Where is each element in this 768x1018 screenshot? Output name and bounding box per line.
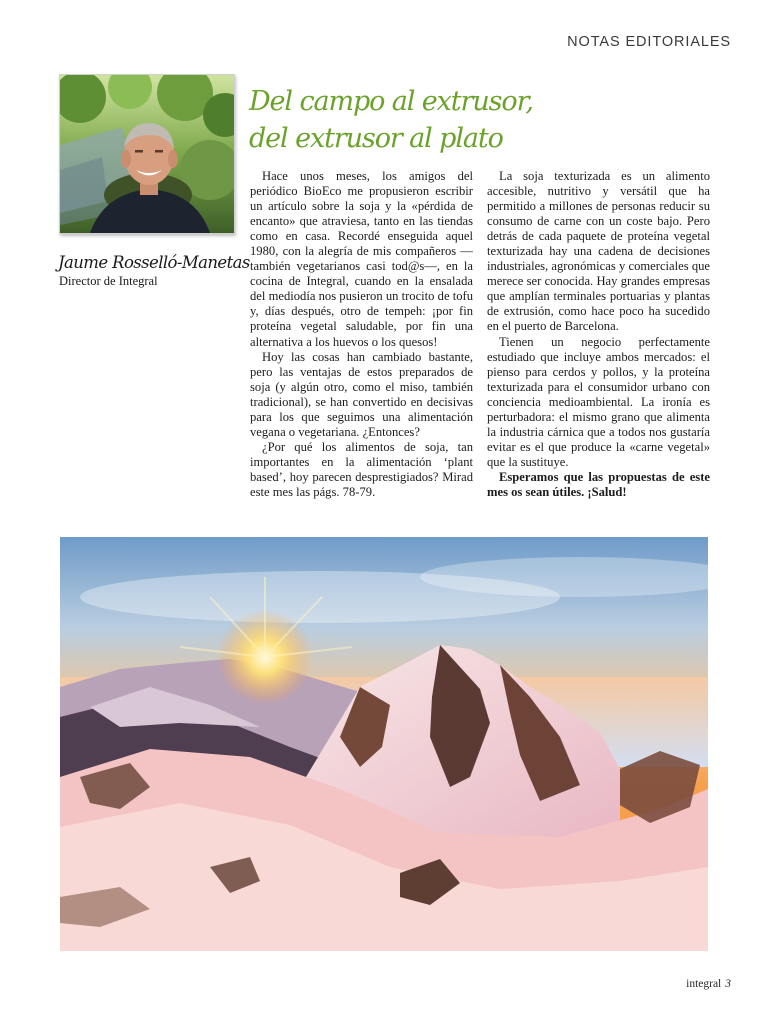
closing-paragraph: Esperamos que las propuestas de este mes os sean útiles. ¡Salud! [487, 469, 710, 499]
headline [249, 84, 669, 157]
paragraph: Hoy las cosas han cambiado bastante, pero las ventajas de estos preparados de soja (y algún otro, como el miso, también tradicional), se han convertido en decisivas para los que seguimos una alimentación vegana o vegetariana. ¿Entonces? [250, 349, 473, 439]
page-number: 3 [725, 978, 731, 990]
page-footer [686, 978, 731, 990]
author-role: Director de Integral [59, 274, 158, 288]
magazine-name: integral [686, 978, 722, 990]
section-header: NOTAS EDITORIALES [567, 34, 731, 50]
paragraph: Tienen un negocio perfectamente estudiado que incluye ambos mercados: el pienso para cerdos y pollos, y la proteína texturizada para el consumidor urbano con conciencia medioambiental. La ironía es perturbadora: el mismo grano que alimenta la industria cárnica que a todos nos gustaría evitar es el que produce la «carne vegetal» que la sustituye. [487, 334, 710, 469]
paragraph: ¿Por qué los alimentos de soja, tan importantes en la alimentación ‘plant based’, hoy parecen desprestigiados? Mirad este mes las págs. 78-79. [250, 439, 473, 499]
author-photo [59, 74, 235, 234]
body-column-1 [250, 169, 473, 500]
headline-line-1: Del campo al extrusor, [249, 86, 533, 117]
body-column-2 [487, 169, 710, 500]
paragraph: Hace unos meses, los amigos del periódico BioEco me propusieron escribir un artículo sobre la soja y la «pérdida de encanto» que atraviesa, tanto en las tiendas como en casa. Recordé enseguida aquel 1980, con la alegría de mis compañeros —también vegetarianos casi tod@s—, en la cocina de Integral, cuando en la ensalada del mediodía nos pusieron un trocito de tofu y, días después, otro de tempeh: ¡por fin proteína vegetal saludable, por fin una alternativa a los huevos o los quesos! [250, 169, 473, 349]
author-name: Jaume Rosselló-Manetas [58, 253, 250, 272]
mountain-sunrise-photo [60, 537, 708, 951]
paragraph: La soja texturizada es un alimento accesible, nutritivo y versátil que ha permitido a millones de personas reducir su consumo de carne con un coste bajo. Pero detrás de cada paquete de proteína vegetal texturizada hay una cadena de decisiones industriales, agronómicas y comerciales que merece ser conocida. Hay grandes empresas que amplían terminales portuarias y plantas de extrusión, como hace poco ha sucedido en el puerto de Barcelona. [487, 169, 710, 334]
headline-line-2: del extrusor al plato [249, 122, 503, 154]
